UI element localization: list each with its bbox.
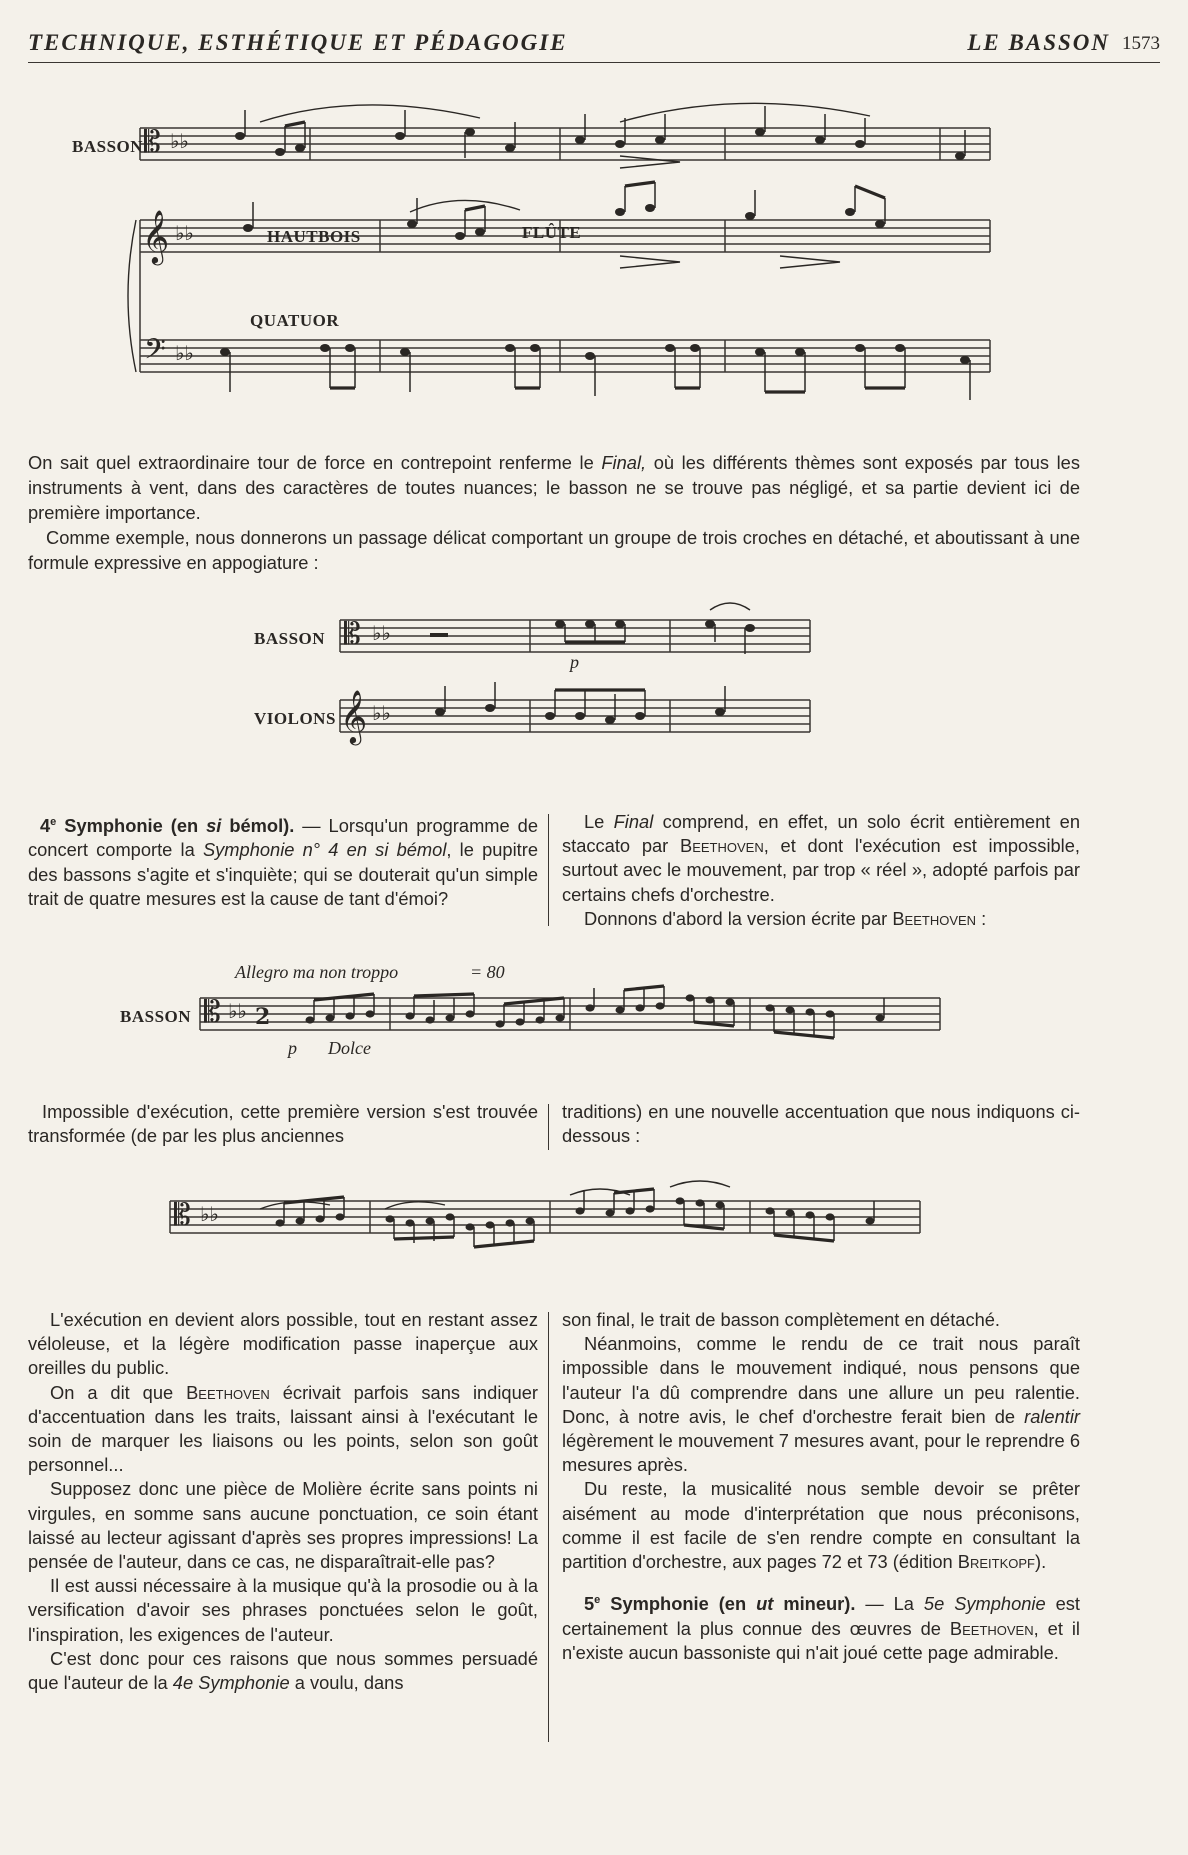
svg-text:♭♭: ♭♭	[170, 129, 189, 153]
label-basson-1: BASSON	[72, 137, 144, 156]
score-example-4	[160, 1165, 960, 1265]
svg-text:♭♭: ♭♭	[175, 221, 194, 245]
svg-text:♭♭: ♭♭	[372, 701, 391, 725]
header-left: TECHNIQUE, ESTHÉTIQUE ET PÉDAGOGIE	[28, 30, 568, 55]
svg-text:𝄡: 𝄡	[204, 995, 221, 1030]
label-flute: FLÛTE	[522, 223, 582, 242]
expression-dolce: Dolce	[328, 1038, 371, 1058]
score-example-2	[240, 590, 860, 780]
header-right: LE BASSON	[967, 30, 1110, 55]
column-right-neanmoins: son final, le trait de basson complètement en détaché. Néanmoins, comme le rendu de ce trait nous paraît impossible dans le mouvement indiqué, nous pensons que l'auteur l'a dû comprendre dans une allure un peu ralentie. Donc, à notre avis, le chef d'orchestre ferait bien de ralentir légèrement le mouvement 7 mesures avant, pour le reprendre 6 mesures après. Du reste, la musicalité nous semble devoir se prêter aisément au mode d'interprétation que nous préconisons, comme il est facile de s'en rendre compte en consultant la partition d'orchestre, aux pages 72 et 73 (édition Breitkopf). 5e Symphonie (en ut mineur). — La 5e Symphonie est certainement la plus connue des œuvres de Beethoven, et il n'existe aucun bassoniste qui n'ait joué cette page admirable.	[562, 1309, 1081, 1663]
column-right-final-solo: Le Final comprend, en effet, un solo écrit entièrement en staccato par Beethoven, et dont l'exécution est impossible, surtout avec le mouvement, par trop « réel », adopté parfois par certains chefs d'orchestre. Donnons d'abord la version écrite par Beethoven :	[562, 811, 1080, 929]
svg-text:𝄢: 𝄢	[144, 333, 166, 373]
label-basson-2: BASSON	[254, 629, 326, 648]
basson-staff	[140, 103, 990, 168]
svg-text:♭♭: ♭♭	[228, 999, 247, 1023]
label-violons: VIOLONS	[254, 709, 336, 728]
paragraph-exemple: Comme exemple, nous donnerons un passage délicat comportant un groupe de trois croches en détaché, et aboutissant à une formule expressive en appogiature :	[28, 527, 1080, 573]
score-example-3	[110, 950, 990, 1060]
svg-text:♭♭: ♭♭	[200, 1202, 219, 1226]
svg-text:𝄞: 𝄞	[340, 689, 368, 743]
column-right-traditions: traditions) en une nouvelle accentuation que nous indiquons ci-dessous :	[562, 1101, 1080, 1147]
quatuor-staff	[128, 220, 990, 400]
score-example-1	[60, 100, 1040, 420]
svg-text:𝄡: 𝄡	[174, 1198, 191, 1233]
basson-staff-2	[340, 603, 810, 654]
column-left-impossible: Impossible d'exécution, cette première version s'est trouvée transformée (de par les plus anciennes	[28, 1101, 538, 1147]
violons-staff	[340, 682, 810, 745]
dynamic-p-3: p	[288, 1038, 297, 1058]
label-quatuor: QUATUOR	[250, 311, 340, 330]
svg-text:♭♭: ♭♭	[372, 621, 391, 645]
label-hautbois: HAUTBOIS	[267, 227, 361, 246]
basson-staff-3	[200, 986, 940, 1038]
column-left-execution: L'exécution en devient alors possible, tout en restant assez véloleuse, et la légère modification passe inaperçue aux oreilles du public. On a dit que Beethoven écrivait parfois sans indiquer d'accentuation dans les traits, laissant ainsi à l'exécutant le soin de marquer les liaisons ou les points, selon son goût personnel... Supposez donc une pièce de Molière écrite sans points ni virgules, en somme sans aucune ponctuation, ce soin étant laissé au lecteur agissant d'après ses propres impressions! La pensée de l'auteur, dans ce cas, ne disparaîtrait-elle pas? Il est aussi nécessaire à la musique qu'à la prosodie ou à la versification d'avoir ses phrases ponctuées selon le goût, l'inspiration, les exigences de l'auteur. C'est donc pour ces raisons que nous sommes persuadé que l'auteur de la 4e Symphonie a voulu, dans	[28, 1309, 538, 1694]
svg-text:𝄡: 𝄡	[144, 125, 161, 160]
dynamic-p: p	[570, 652, 579, 672]
column-left-4e-symphonie: 4e Symphonie (en si bémol). — Lorsqu'un programme de concert comporte la Symphonie n° 4 en si bémol, le pupitre des bassons s'agite et s'inquiète; qui se douterait qu'un simple trait de quatre mesures est la cause de tant d'émoi?	[28, 815, 538, 909]
svg-text:𝄡: 𝄡	[344, 617, 361, 652]
metronome-marking: = 80	[470, 962, 505, 982]
column-divider-2	[548, 1104, 549, 1150]
paragraph-final: On sait quel extraordinaire tour de force en contrepoint renferme le Final, où les différents thèmes sont exposés par tous les instruments à vent, dans des caractères de toutes nuances; le basson ne se trouve pas négligé, et sa partie devient ici de première importance.	[28, 452, 1080, 523]
svg-text:♭♭: ♭♭	[175, 341, 194, 365]
page-number: 1573	[1122, 33, 1160, 54]
column-divider-3	[548, 1312, 549, 1742]
svg-text:𝄞: 𝄞	[142, 209, 170, 263]
column-divider-1	[548, 814, 549, 926]
header-rule	[28, 62, 1160, 63]
label-basson-3: BASSON	[120, 1007, 192, 1026]
tempo-marking: Allegro ma non troppo	[235, 962, 399, 982]
svg-text:2: 2	[255, 1004, 271, 1030]
basson-staff-4	[170, 1181, 920, 1247]
running-header	[28, 30, 1160, 64]
